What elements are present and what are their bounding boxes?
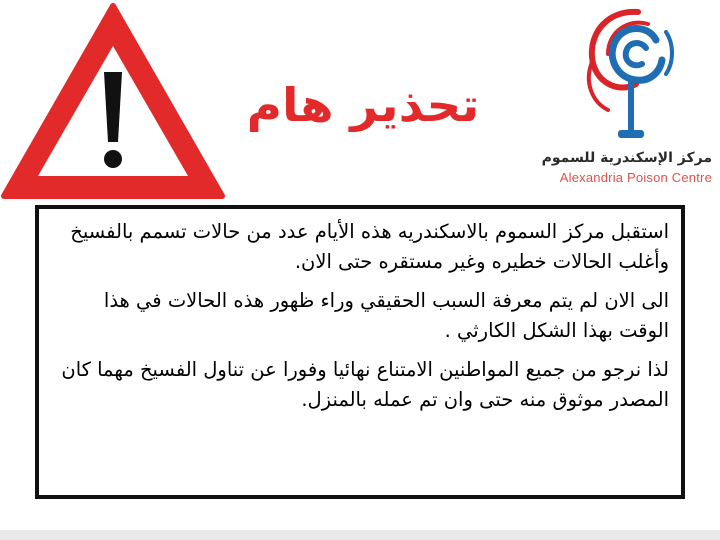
warning-heading: تحذير هام [246, 78, 480, 132]
poison-centre-emblem-icon [578, 2, 678, 152]
notice-paragraph-3: لذا نرجو من جميع المواطنين الامتناع نهائيا وفورا عن تناول الفسيخ مهما كان المصدر موثوق منه حتى وان تم عمله بالمنزل. [61, 358, 669, 411]
notice-paragraph-1: استقبل مركز السموم بالاسكندريه هذه الأيام عدد من حالات تسمم بالفسيخ وأغلب الحالات خطيره وغير مستقره حتى الان. [70, 220, 669, 273]
exclamation-dot [104, 150, 122, 168]
warning-triangle-icon [0, 0, 230, 205]
logo-arabic-name: مركز الإسكندرية للسموم [541, 150, 712, 166]
notice-paragraph-2: الى الان لم يتم معرفة السبب الحقيقي وراء ظهور هذه الحالات في هذا الوقت بهذا الشكل الكارثي . [103, 289, 669, 342]
bottom-strip [0, 530, 720, 540]
logo-english-name: Alexandria Poison Centre [559, 170, 712, 185]
alexandria-poison-centre-logo [540, 2, 718, 192]
notice-box [35, 205, 685, 499]
